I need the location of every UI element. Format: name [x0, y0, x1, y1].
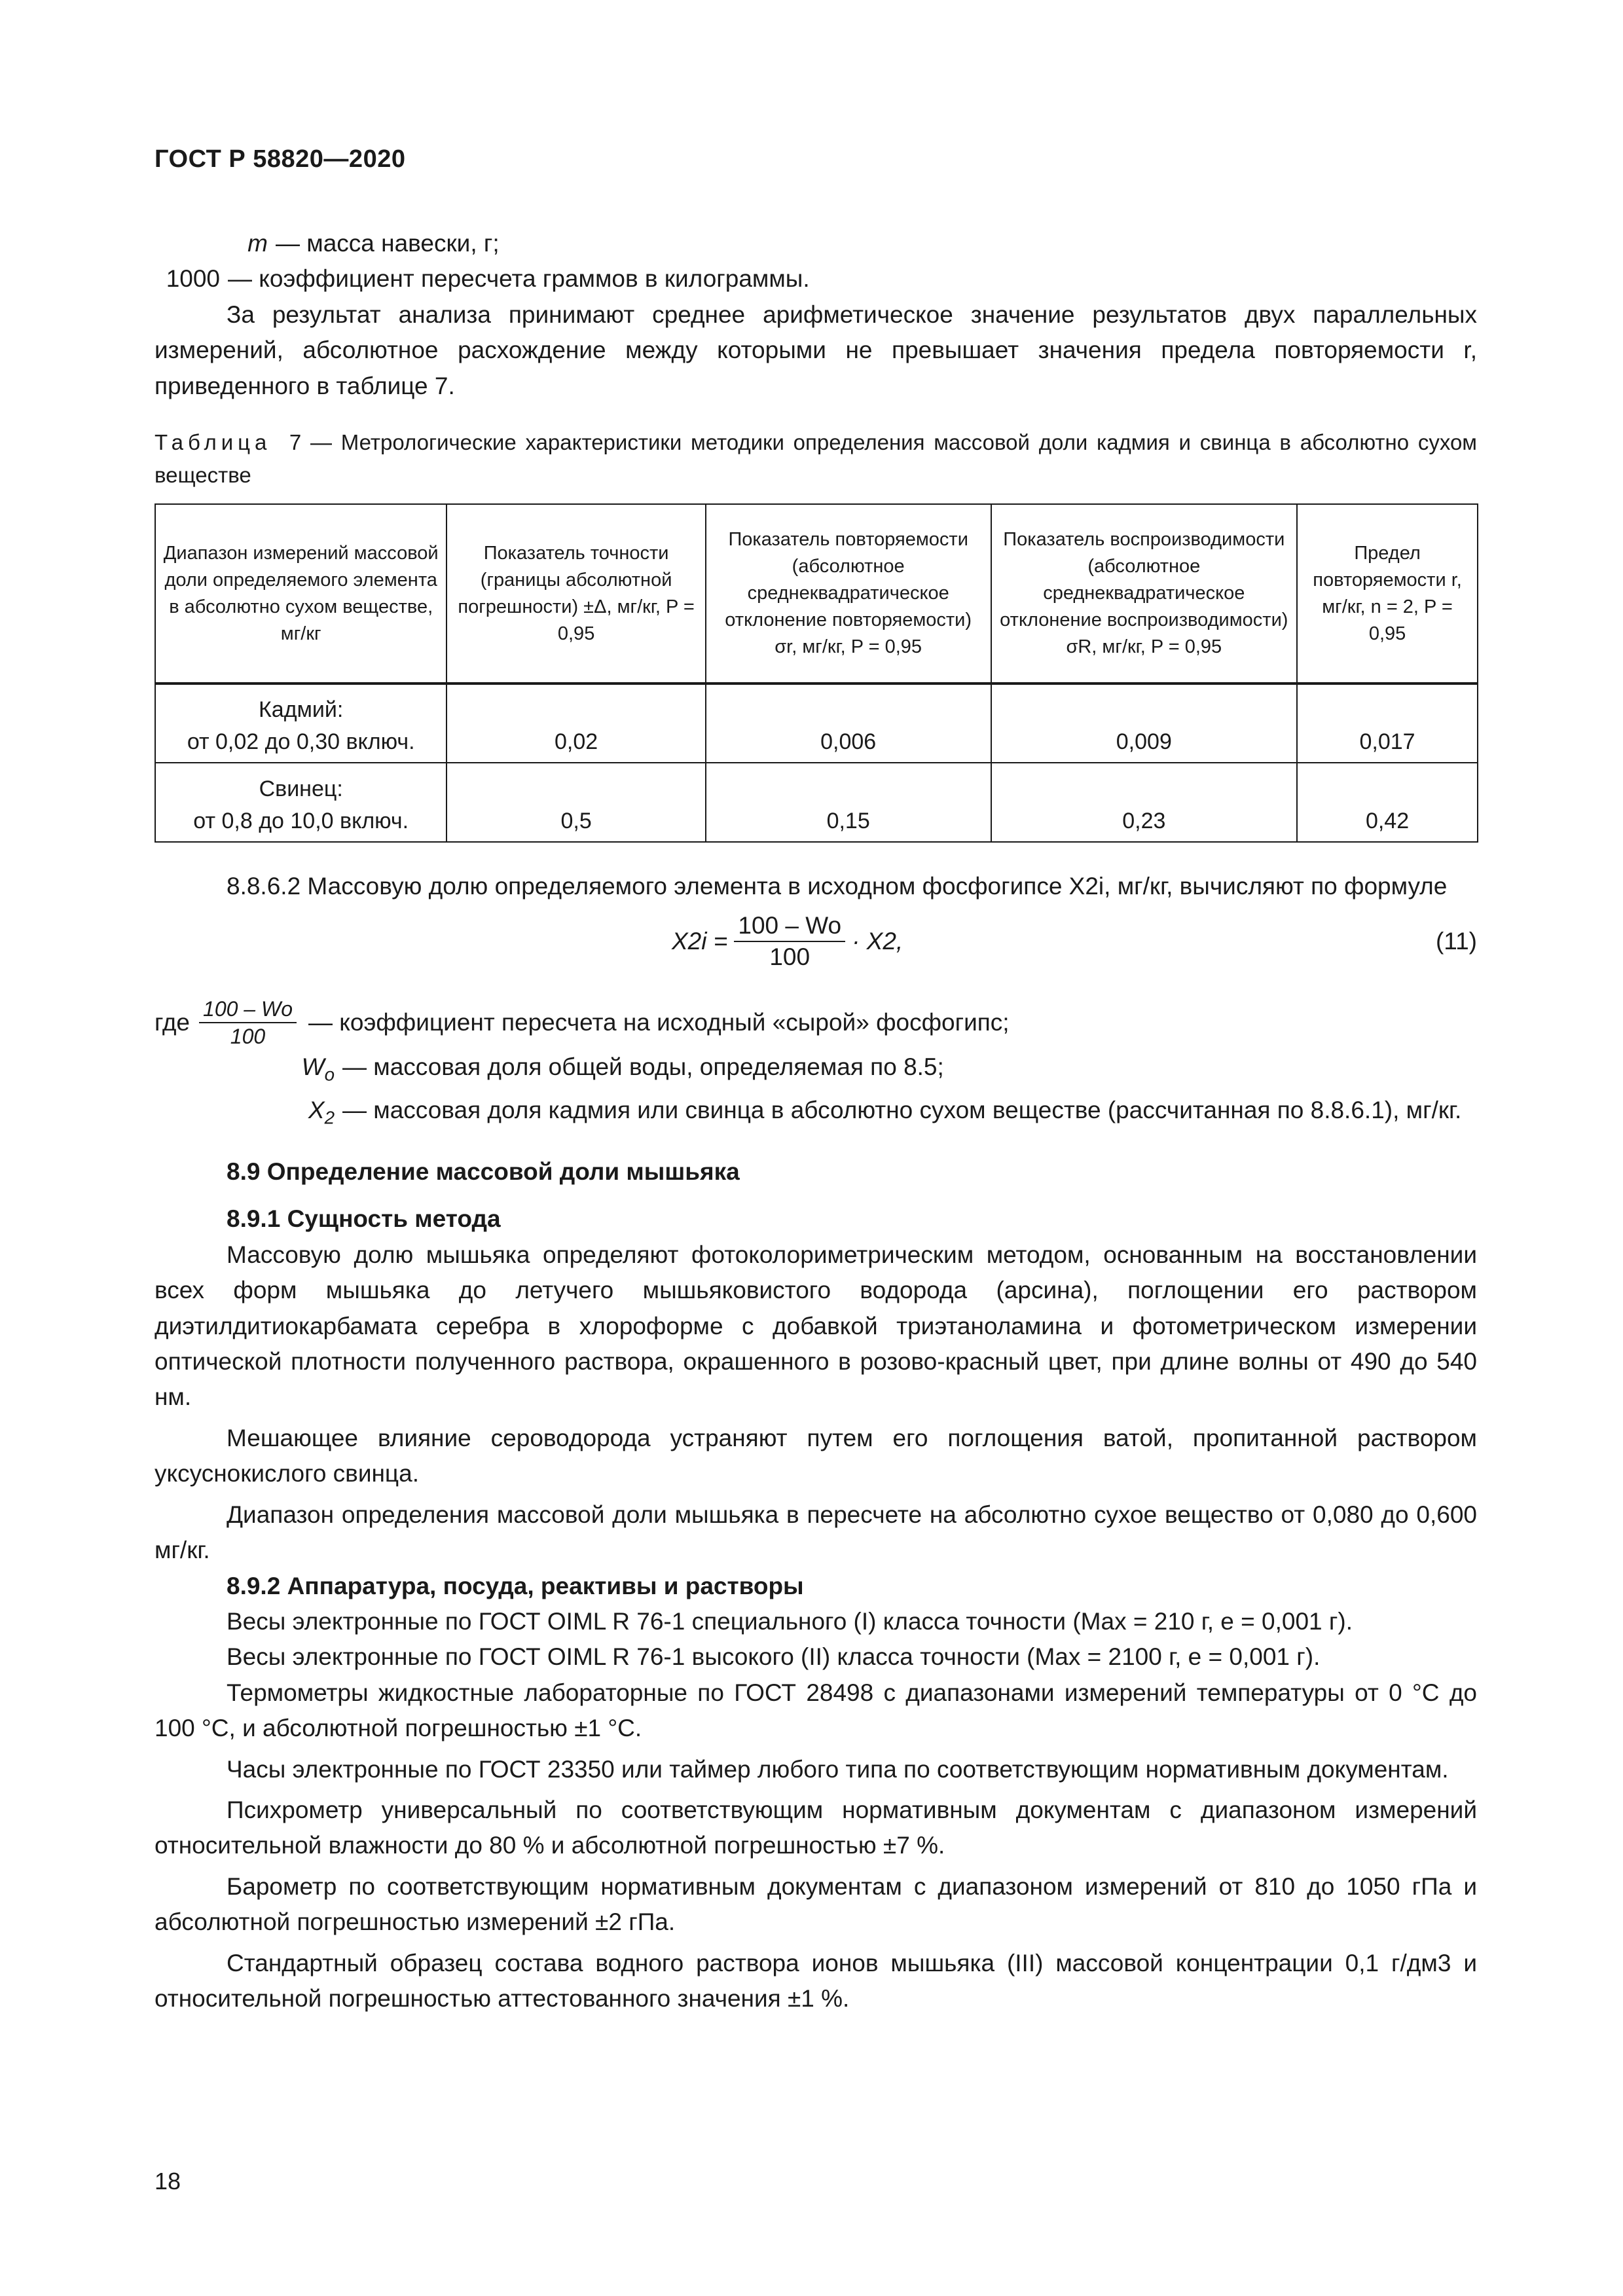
formula-numerator: 100 – Wo	[734, 911, 845, 942]
formula-lhs: X2i =	[672, 928, 728, 955]
table-cell: 0,017	[1297, 683, 1478, 763]
coefficient-numerator: 100 – Wo	[199, 996, 297, 1023]
definition-m	[155, 226, 1477, 261]
paragraph-892-1: Весы электронные по ГОСТ OIML R 76-1 специального (I) класса точности (Max = 210 г, e = 0,001 г).	[227, 1607, 1353, 1635]
table-header-range: Диапазон измерений массовой доли определяемого элемента в абсолютно сухом веществе, мг/кг	[155, 504, 447, 683]
paragraph-892-3: Термометры жидкостные лабораторные по ГОСТ 28498 с диапазонами измерений температуры от 0 °С до 100 °С, и абсолютной погрешностью ±1 °С.	[155, 1679, 1477, 1742]
table-header-repeatability-limit: Предел повторяемости r, мг/кг, n = 2, P = 0,95	[1297, 504, 1478, 683]
paragraph-result: За результат анализа принимают среднее арифметическое значение результатов двух параллельных измерений, абсолютное расхождение между которыми не превышает значения предела повторяемости r, приведенного в таблице 7.	[155, 301, 1477, 399]
paragraph-892-7: Стандартный образец состава водного раствора ионов мышьяка (III) массовой концентрации 0,1 г/дм3 и относительной погрешностью аттестованного значения ±1 %.	[155, 1949, 1477, 2012]
definition-symbol: $X_2$	[308, 1097, 335, 1128]
table-caption-text: 7 — Метрологические характеристики методики определения массовой доли кадмия и свинца в абсолютно сухом веществе	[155, 430, 1477, 488]
coefficient-fraction	[199, 996, 297, 1049]
definition-text: — коэффициент пересчета граммов в килограммы.	[228, 265, 810, 293]
table-header-accuracy: Показатель точности (границы абсолютной погрешности) ±Δ, мг/кг, P = 0,95	[447, 504, 705, 683]
table-cell: 0,02	[447, 683, 705, 763]
table-header-repeatability: Показатель повторяемости (абсолютное среднеквадратическое отклонение повторяемости) σr, мг/кг, P = 0,95	[706, 504, 991, 683]
page-number: 18	[155, 2168, 181, 2195]
coefficient-denominator: 100	[230, 1025, 266, 1049]
paragraph-891-3: Диапазон определения массовой доли мышьяка в пересчете на абсолютно сухое вещество от 0,080 до 0,600 мг/кг.	[155, 1501, 1477, 1564]
paragraph-892-6: Барометр по соответствующим нормативным документам с диапазоном измерений от 810 до 1050 гПа и абсолютной погрешностью измерений ±2 гПа.	[155, 1872, 1477, 1936]
section-title-8-9-2: 8.9.2 Аппаратура, посуда, реактивы и растворы	[227, 1572, 804, 1599]
table-row	[155, 763, 1478, 842]
table-caption	[155, 426, 1477, 492]
document-header: ГОСТ Р 58820—2020	[155, 145, 406, 173]
definition-symbol: 1000	[166, 265, 220, 293]
table-cell: 0,15	[706, 763, 991, 842]
definition-text: — массовая доля общей воды, определяемая по 8.5;	[342, 1053, 944, 1081]
element-name: Кадмий:	[259, 697, 344, 723]
table-header-reproducibility: Показатель воспроизводимости (абсолютное среднеквадратическое отклонение воспроизводимости) σR, мг/кг, P = 0,95	[991, 504, 1298, 683]
element-range: от 0,02 до 0,30 включ.	[187, 729, 415, 755]
table-cell-range	[155, 763, 447, 842]
section-title-8-9: 8.9 Определение массовой доли мышьяка	[227, 1158, 740, 1186]
paragraph-891-1: Массовую долю мышьяка определяют фотоколориметрическим методом, основанным на восстановлении всех форм мышьяка до летучего мышьяковистого водорода (арсина), поглощении его раствором диэтилдитиокарбамата серебра в хлороформе с добавкой триэтаноламина и фотометрическом измерении оптической плотности полученного раствора, окрашенного в розово-красный цвет, при длине волны от 490 до 540 нм.	[155, 1241, 1477, 1411]
definition-text: — масса навески, г;	[276, 230, 500, 257]
formula-fraction	[734, 911, 845, 972]
formula-11	[155, 904, 1477, 996]
definition-text: — коэффициент пересчета на исходный «сырой» фосфогипс;	[308, 1009, 1010, 1036]
table-row	[155, 683, 1478, 763]
table-caption-label: Таблица	[155, 430, 272, 455]
formula-number: (11)	[1435, 928, 1477, 955]
paragraph-892-5: Психрометр универсальный по соответствующим нормативным документам с диапазоном измерений относительной влажности до 80 % и абсолютной погрешностью ±7 %.	[155, 1796, 1477, 1859]
table-cell: 0,006	[706, 683, 991, 763]
table-cell: 0,42	[1297, 763, 1478, 842]
paragraph-891-2: Мешающее влияние сероводорода устраняют путем его поглощения ватой, пропитанной раствором уксуснокислого свинца.	[155, 1424, 1477, 1487]
definition-symbol: m	[247, 230, 268, 257]
definition-wo	[155, 1049, 1477, 1093]
definition-1000	[155, 261, 1477, 297]
section-title-8-9-1: 8.9.1 Сущность метода	[227, 1205, 501, 1233]
definition-x2	[155, 1093, 1477, 1136]
paragraph-892-2: Весы электронные по ГОСТ OIML R 76-1 высокого (II) класса точности (Max = 2100 г, e = 0,001 г).	[227, 1643, 1321, 1671]
paragraph-892-4: Часы электронные по ГОСТ 23350 или таймер любого типа по соответствующим нормативным документам.	[227, 1755, 1449, 1783]
where-word: где	[155, 1009, 191, 1036]
paragraph-8862: 8.8.6.2 Массовую долю определяемого элемента в исходном фосфогипсе X2i, мг/кг, вычисляют по формуле	[227, 873, 1448, 900]
table-cell: 0,009	[991, 683, 1298, 763]
formula-denominator: 100	[769, 943, 811, 971]
table-cell: 0,23	[991, 763, 1298, 842]
element-name: Свинец:	[259, 776, 343, 802]
formula-rhs: · X2,	[852, 928, 903, 955]
document-body	[155, 226, 1477, 2016]
table-7	[155, 503, 1478, 843]
table-cell: 0,5	[447, 763, 705, 842]
element-range: от 0,8 до 10,0 включ.	[193, 809, 409, 834]
definition-coefficient	[155, 996, 1477, 1049]
definition-text: — массовая доля кадмия или свинца в абсолютно сухом веществе (рассчитанная по 8.8.6.1), мг/кг.	[342, 1097, 1462, 1124]
definition-symbol: $W_o$	[301, 1053, 335, 1085]
table-cell-range	[155, 683, 447, 763]
